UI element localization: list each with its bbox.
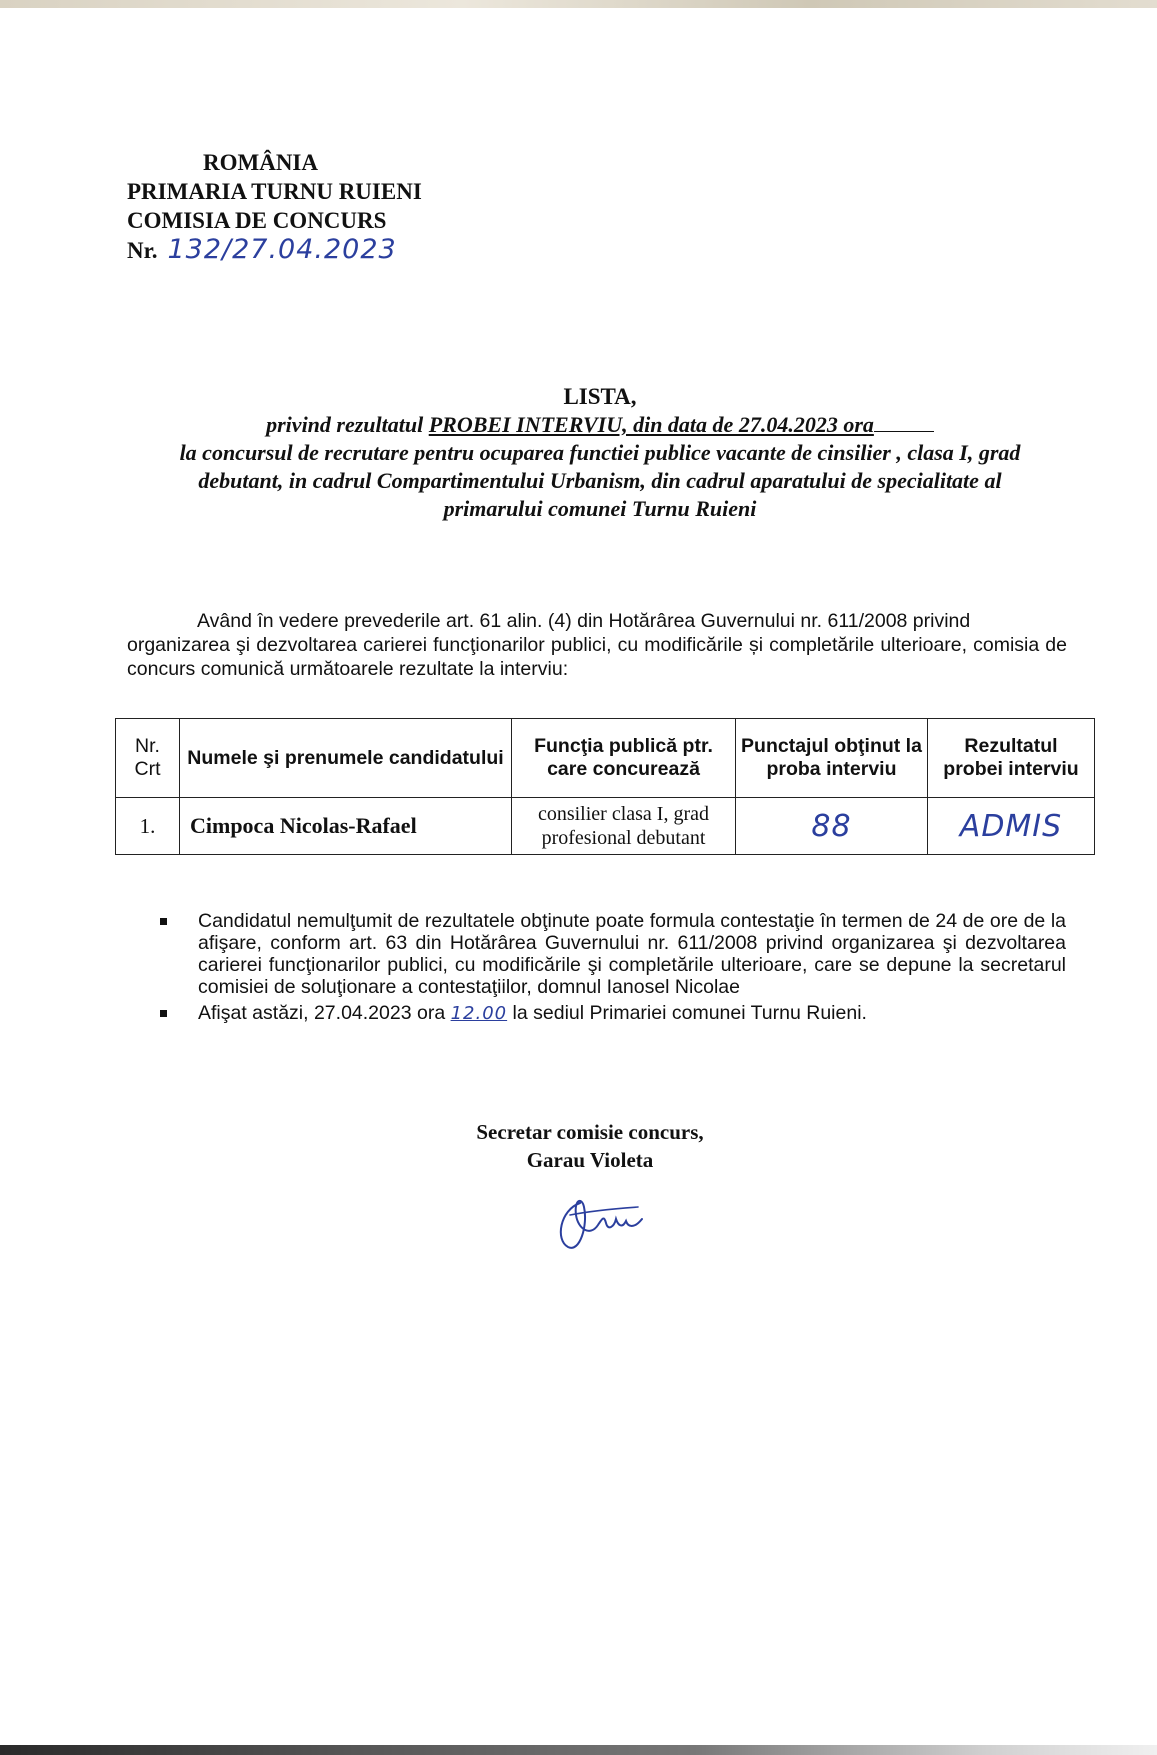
title-heading: LISTA, [563, 384, 637, 409]
posted-hour: 12.00 [450, 1003, 508, 1024]
hour-blank [874, 413, 934, 432]
header-function: Funcţia publică ptr. care concurează [512, 719, 736, 798]
title-line-2: la concursul de recrutare pentru ocuparea functiei publice vacante de cinsilier , clasa I, grad [179, 440, 1021, 465]
registration-line [127, 235, 422, 265]
intro-paragraph [127, 609, 1067, 681]
intro-rest: organizarea şi dezvoltarea carierei funcţionarilor publici, cu modificările și completările ulterioare, comisia de concurs comunică următoarele rezultate la interviu: [127, 634, 1067, 680]
notes-list [160, 910, 1066, 1029]
document-header [127, 148, 422, 265]
row-nr: 1. [116, 798, 180, 855]
bullet-square-icon [160, 1010, 167, 1017]
posted-prefix: Afişat astăzi, 27.04.2023 ora [198, 1002, 446, 1024]
row-candidate-name: Cimpoca Nicolas-Rafael [180, 798, 512, 855]
title-line-1-prefix: privind rezultatul [266, 412, 429, 437]
commission-name: COMISIA DE CONCURS [127, 208, 387, 233]
handwritten-signature-icon [550, 1185, 660, 1255]
posted-suffix: la sediul Primariei comunei Turnu Ruieni. [512, 1002, 867, 1024]
row-result-cell [928, 798, 1095, 855]
signature-role: Secretar comisie concurs, [476, 1120, 704, 1144]
title-line-1-underlined: PROBEI INTERVIU, din data de 27.04.2023 ora [428, 412, 874, 437]
institution-name: PRIMARIA TURNU RUIENI [127, 179, 422, 204]
signature-block [460, 1118, 720, 1174]
title-line-4: primarului comunei Turnu Ruieni [443, 496, 757, 521]
intro-first-line: Având în vedere prevederile art. 61 alin. (4) din Hotărârea Guvernului nr. 611/2008 privind [197, 610, 971, 632]
registration-number: 132/27.04.2023 [167, 234, 397, 265]
scan-bottom-edge [0, 1745, 1157, 1755]
document-title [120, 383, 1080, 523]
title-line-1 [120, 411, 1080, 439]
table-header-row [116, 719, 1095, 798]
row-result: ADMIS [959, 808, 1063, 844]
signature-name: Garau Violeta [526, 1148, 654, 1172]
header-result: Rezultatul probei interviu [928, 719, 1095, 798]
title-line-3: debutant, in cadrul Compartimentului Urbanism, din cadrul aparatului de specialitate al [198, 468, 1002, 493]
header-name: Numele şi prenumele candidatului [180, 719, 512, 798]
row-score-cell [736, 798, 928, 855]
header-score: Punctajul obţinut la proba interviu [736, 719, 928, 798]
table-row [116, 798, 1095, 855]
bullet-square-icon [160, 918, 167, 925]
row-function: consilier clasa I, grad profesional debutant [512, 798, 736, 855]
results-table [115, 718, 1095, 855]
country-name: ROMÂNIA [203, 150, 318, 175]
contest-note: Candidatul nemulţumit de rezultatele obţinute poate formula contestaţie în termen de 24 de ore de la afişare, conform art. 63 din Hotărârea Guvernului nr. 611/2008 privind organizarea şi dezvoltarea carierei funcţionarilor publici, cu modificările şi completările ulterioare, care se depune la secretarul comisiei de soluţionare a contestaţiilor, domnul Ianosel Nicolae [198, 910, 1066, 998]
list-item [160, 910, 1066, 998]
row-score: 88 [811, 808, 852, 844]
registration-label: Nr. [127, 238, 158, 263]
scan-top-edge [0, 0, 1157, 8]
header-nr: Nr. Crt [116, 719, 180, 798]
list-item [160, 1002, 1066, 1025]
